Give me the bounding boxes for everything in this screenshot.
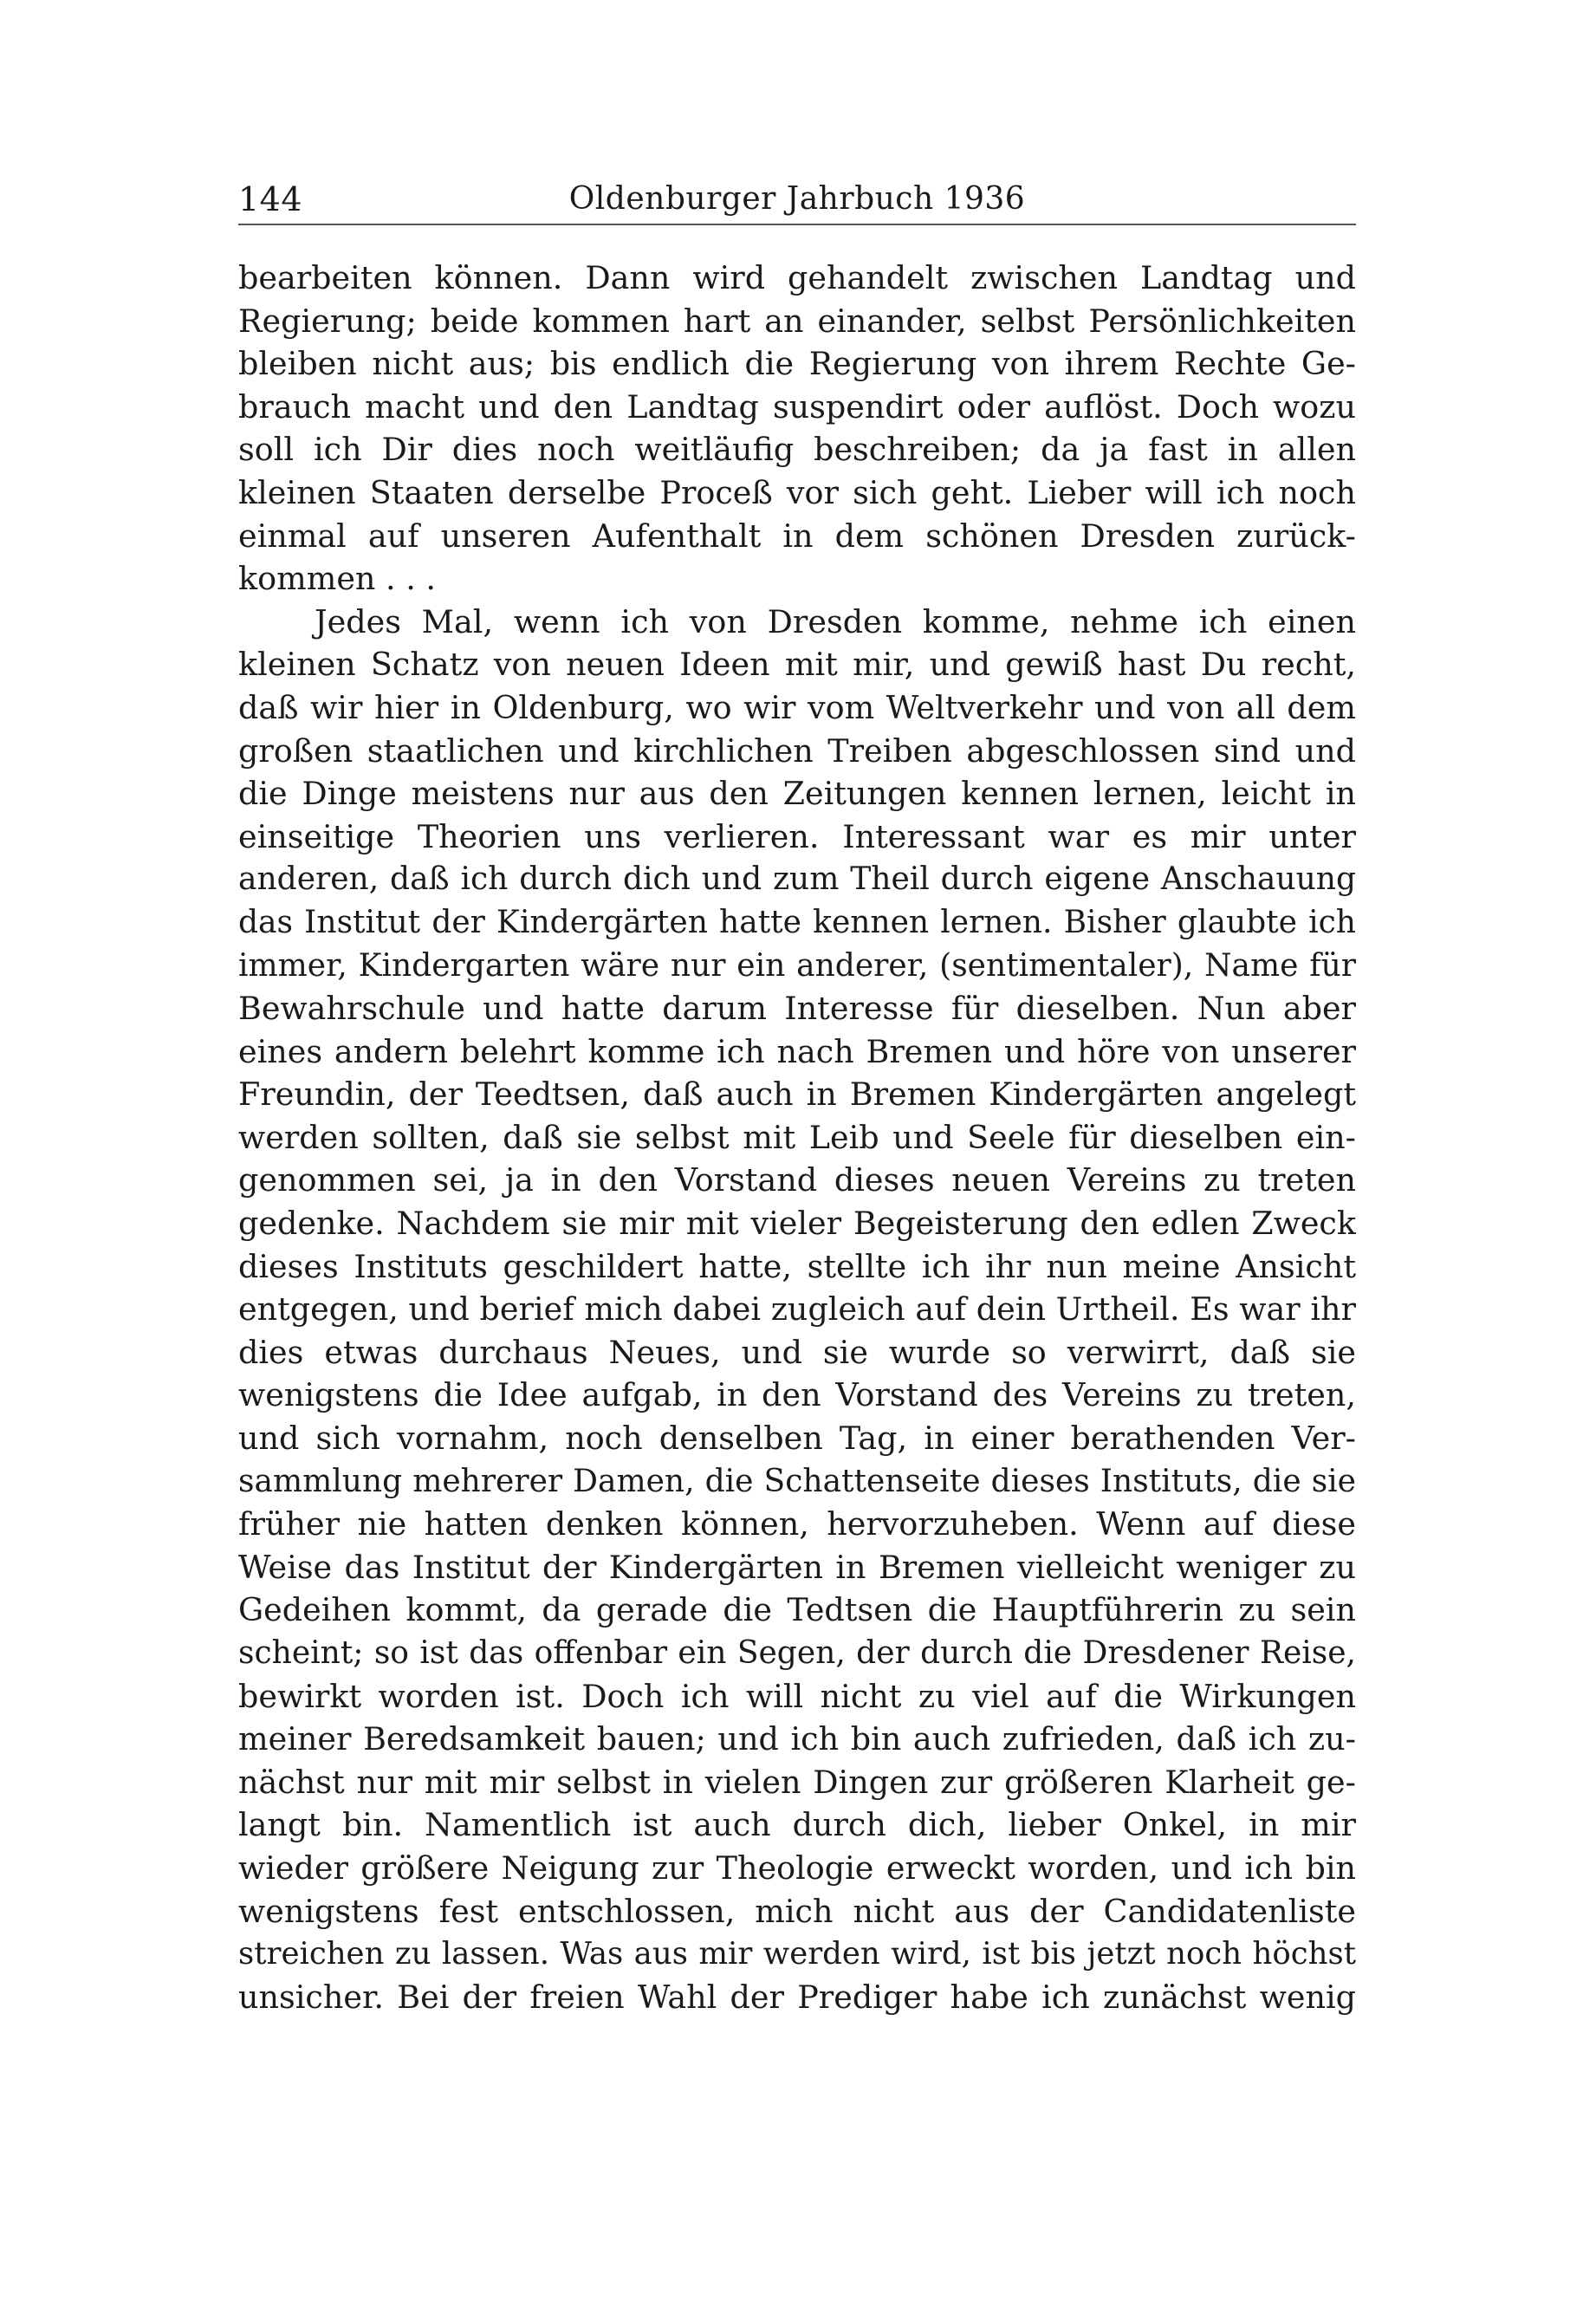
running-head <box>238 178 1356 221</box>
text-line: scheint; so ist das offenbar ein Segen, der durch die Dresdener Reise, <box>238 1635 1356 1671</box>
text-line: Freundin, der Teedtsen, daß auch in Bremen Kindergärten angelegt <box>238 1075 1356 1114</box>
text-line: kommen . . . <box>238 560 437 598</box>
text-line: wenigstens fest entschlossen, mich nicht aus der Candidatenliste <box>238 1892 1356 1930</box>
text-line: einseitige Theorien uns verlieren. Interessant war es mir unter <box>238 817 1356 855</box>
page-number: 144 <box>238 180 303 218</box>
text-line: bleiben nicht aus; bis endlich die Regierung von ihrem Rechte Ge- <box>238 345 1356 383</box>
text-line: kleinen Schatz von neuen Ideen mit mir, und gewiß hast Du recht, <box>238 646 1356 684</box>
text-line: immer, Kindergarten wäre nur ein anderer, (sentimentaler), Name für <box>238 947 1356 984</box>
text-line: das Institut der Kindergärten hatte kennen lernen. Bisher glaubte ich <box>238 904 1356 940</box>
text-line: langt bin. Namentlich ist auch durch dich, lieber Onkel, in mir <box>238 1806 1356 1844</box>
journal-title: Oldenburger Jahrbuch 1936 <box>568 181 1026 217</box>
text-line: anderen, daß ich durch dich und zum Theil durch eigene Anschauung <box>238 861 1356 898</box>
text-line: Regierung; beide kommen hart an einander, selbst Persönlichkeiten <box>238 302 1356 340</box>
text-line: die Dinge meistens nur aus den Zeitungen kennen lernen, leicht in <box>238 775 1356 813</box>
text-line: Gedeihen kommt, da gerade die Tedtsen die Hauptführerin zu sein <box>238 1591 1356 1629</box>
text-line: dies etwas durchaus Neues, und sie wurde so verwirrt, daß sie <box>238 1333 1356 1371</box>
text-line: Bewahrschule und hatte darum Interesse für dieselben. Nun aber <box>238 990 1356 1028</box>
text-line: bearbeiten können. Dann wird gehandelt zwischen Landtag und <box>238 259 1356 296</box>
text-line: wenigstens die Idee aufgab, in den Vorstand des Vereins zu treten, <box>238 1376 1356 1414</box>
text-line: wieder größere Neigung zur Theologie erweckt worden, und ich bin <box>238 1848 1356 1887</box>
text-line: Jedes Mal, wenn ich von Dresden komme, nehme ich einen <box>315 602 1356 640</box>
text-line: und sich vornahm, noch denselben Tag, in einer berathenden Ver- <box>238 1420 1356 1458</box>
text-line: Weise das Institut der Kindergärten in Bremen vielleicht weniger zu <box>238 1548 1356 1586</box>
text-line: meiner Beredsamkeit bauen; und ich bin auch zufrieden, daß ich zu- <box>238 1720 1356 1758</box>
text-line: bewirkt worden ist. Doch ich will nicht zu viel auf die Wirkungen <box>238 1677 1356 1715</box>
text-line: sammlung mehrerer Damen, die Schattenseite dieses Instituts, die sie <box>238 1463 1356 1499</box>
paragraph-2 <box>238 601 1356 2019</box>
text-line: soll ich Dir dies noch weitläufig beschreiben; da ja fast in allen <box>238 431 1356 469</box>
text-line: dieses Instituts geschildert hatte, stellte ich ihr nun meine Ansicht <box>238 1247 1356 1285</box>
text-line: einmal auf unseren Aufenthalt in dem schönen Dresden zurück- <box>238 517 1356 555</box>
text-line: großen staatlichen und kirchlichen Treiben abgeschlossen sind und <box>238 731 1356 770</box>
text-line: früher nie hatten denken können, hervorzuheben. Wenn auf diese <box>238 1505 1356 1543</box>
text-line: nächst nur mit mir selbst in vielen Dingen zur größeren Klarheit ge- <box>238 1763 1356 1801</box>
text-line: kleinen Staaten derselbe Proceß vor sich geht. Lieber will ich noch <box>238 473 1356 511</box>
text-line: streichen zu lassen. Was aus mir werden wird, ist bis jetzt noch höchst <box>238 1936 1356 1972</box>
text-line: daß wir hier in Oldenburg, wo wir vom Weltverkehr und von all dem <box>238 688 1356 726</box>
text-line: genommen sei, ja in den Vorstand dieses neuen Vereins zu treten <box>238 1161 1356 1199</box>
text-line: eines andern belehrt komme ich nach Bremen und höre von unserer <box>238 1032 1356 1070</box>
body-text <box>238 257 1356 2018</box>
text-line: unsicher. Bei der freien Wahl der Prediger habe ich zunächst wenig <box>238 1978 1356 2016</box>
text-line: brauch macht und den Landtag suspendirt oder auflöst. Doch wozu <box>238 387 1356 426</box>
text-line: werden sollten, daß sie selbst mit Leib und Seele für dieselben ein- <box>238 1118 1356 1156</box>
paragraph-1 <box>238 257 1356 601</box>
text-line: gedenke. Nachdem sie mir mit vieler Begeisterung den edlen Zweck <box>238 1205 1356 1243</box>
header-rule <box>238 224 1356 225</box>
text-line: entgegen, und berief mich dabei zugleich auf dein Urtheil. Es war ihr <box>238 1290 1356 1329</box>
